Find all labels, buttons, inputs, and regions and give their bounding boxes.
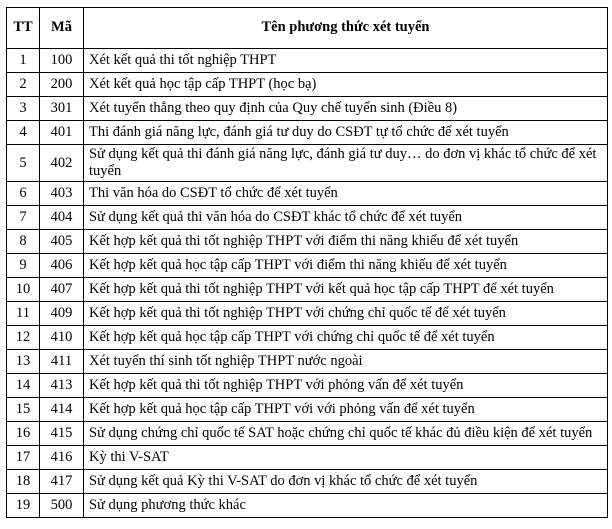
- table-row: [7, 97, 608, 121]
- method-name-cell: Kết hợp kết quả thi tốt nghiệp THPT với điểm thi năng khiếu để xét tuyển: [84, 230, 608, 254]
- table-row: [7, 326, 608, 350]
- table-row: [7, 73, 608, 97]
- method-name-cell: Kết hợp kết quả thi tốt nghiệp THPT với kết quả học tập cấp THPT để xét tuyển: [84, 278, 608, 302]
- method-name-cell: Thi đánh giá năng lực, đánh giá tư duy do CSĐT tự tổ chức để xét tuyển: [84, 121, 608, 145]
- method-name-cell: Sử dụng kết quả Kỳ thi V-SAT do đơn vị khác tổ chức để xét tuyển: [84, 470, 608, 494]
- table-row: [7, 145, 608, 182]
- method-name-cell: Xét kết quả thi tốt nghiệp THPT: [84, 49, 608, 73]
- method-name-cell: Sử dụng phương thức khác: [84, 494, 608, 518]
- method-name-cell: Xét kết quả học tập cấp THPT (học bạ): [84, 73, 608, 97]
- row-number-cell: 17: [7, 446, 40, 470]
- row-number-cell: 12: [7, 326, 40, 350]
- column-header-tt: TT: [7, 8, 40, 49]
- method-code-cell: 404: [40, 206, 84, 230]
- method-code-cell: 415: [40, 422, 84, 446]
- method-name-cell: Kết hợp kết quả học tập cấp THPT với chứng chỉ quốc tế để xét tuyển: [84, 326, 608, 350]
- method-name-cell: Kết hợp kết quả học tập cấp THPT với với phỏng vấn để xét tuyển: [84, 398, 608, 422]
- method-code-cell: 100: [40, 49, 84, 73]
- method-code-cell: 409: [40, 302, 84, 326]
- table-row: [7, 470, 608, 494]
- row-number-cell: 18: [7, 470, 40, 494]
- table-row: [7, 446, 608, 470]
- method-code-cell: 413: [40, 374, 84, 398]
- method-code-cell: 401: [40, 121, 84, 145]
- method-code-cell: 411: [40, 350, 84, 374]
- column-header-ma: Mã: [40, 8, 84, 49]
- admission-methods-table: [6, 7, 608, 518]
- method-name-cell: Thi văn hóa do CSĐT tổ chức để xét tuyển: [84, 182, 608, 206]
- method-code-cell: 200: [40, 73, 84, 97]
- method-name-cell: Sử dụng chứng chỉ quốc tế SAT hoặc chứng chỉ quốc tế khác đủ điều kiện để xét tuyển: [84, 422, 608, 446]
- method-code-cell: 405: [40, 230, 84, 254]
- table-row: [7, 350, 608, 374]
- method-code-cell: 414: [40, 398, 84, 422]
- row-number-cell: 1: [7, 49, 40, 73]
- method-name-cell: Xét tuyển thí sinh tốt nghiệp THPT nước ngoài: [84, 350, 608, 374]
- table-row: [7, 230, 608, 254]
- row-number-cell: 16: [7, 422, 40, 446]
- method-name-cell: Kết hợp kết quả thi tốt nghiệp THPT với phỏng vấn để xét tuyển: [84, 374, 608, 398]
- row-number-cell: 3: [7, 97, 40, 121]
- method-code-cell: 301: [40, 97, 84, 121]
- table-row: [7, 398, 608, 422]
- column-header-ten: Tên phương thức xét tuyển: [84, 8, 608, 49]
- method-code-cell: 416: [40, 446, 84, 470]
- row-number-cell: 7: [7, 206, 40, 230]
- row-number-cell: 4: [7, 121, 40, 145]
- row-number-cell: 14: [7, 374, 40, 398]
- method-name-cell: Kết hợp kết quả học tập cấp THPT với điểm thi năng khiếu để xét tuyển: [84, 254, 608, 278]
- method-code-cell: 407: [40, 278, 84, 302]
- table-row: [7, 121, 608, 145]
- method-name-cell: Sử dụng kết quả thi văn hóa do CSĐT khác tổ chức để xét tuyển: [84, 206, 608, 230]
- row-number-cell: 5: [7, 145, 40, 182]
- row-number-cell: 13: [7, 350, 40, 374]
- table-row: [7, 302, 608, 326]
- row-number-cell: 8: [7, 230, 40, 254]
- table-row: [7, 374, 608, 398]
- method-name-cell: Sử dụng kết quả thi đánh giá năng lực, đánh giá tư duy… do đơn vị khác tổ chức để xét tuyển: [84, 145, 608, 182]
- method-name-cell: Xét tuyển thẳng theo quy định của Quy chế tuyển sinh (Điều 8): [84, 97, 608, 121]
- method-code-cell: 500: [40, 494, 84, 518]
- table-row: [7, 422, 608, 446]
- row-number-cell: 11: [7, 302, 40, 326]
- table-body: [7, 49, 608, 518]
- table-row: [7, 182, 608, 206]
- table-row: [7, 278, 608, 302]
- method-code-cell: 410: [40, 326, 84, 350]
- table-row: [7, 494, 608, 518]
- header-row: [7, 8, 608, 49]
- method-code-cell: 403: [40, 182, 84, 206]
- method-code-cell: 402: [40, 145, 84, 182]
- method-name-cell: Kỳ thi V-SAT: [84, 446, 608, 470]
- row-number-cell: 15: [7, 398, 40, 422]
- method-code-cell: 406: [40, 254, 84, 278]
- table-row: [7, 49, 608, 73]
- table-row: [7, 254, 608, 278]
- table-row: [7, 206, 608, 230]
- method-code-cell: 417: [40, 470, 84, 494]
- method-name-cell: Kết hợp kết quả thi tốt nghiệp THPT với chứng chỉ quốc tế để xét tuyển: [84, 302, 608, 326]
- row-number-cell: 10: [7, 278, 40, 302]
- row-number-cell: 6: [7, 182, 40, 206]
- row-number-cell: 19: [7, 494, 40, 518]
- row-number-cell: 2: [7, 73, 40, 97]
- row-number-cell: 9: [7, 254, 40, 278]
